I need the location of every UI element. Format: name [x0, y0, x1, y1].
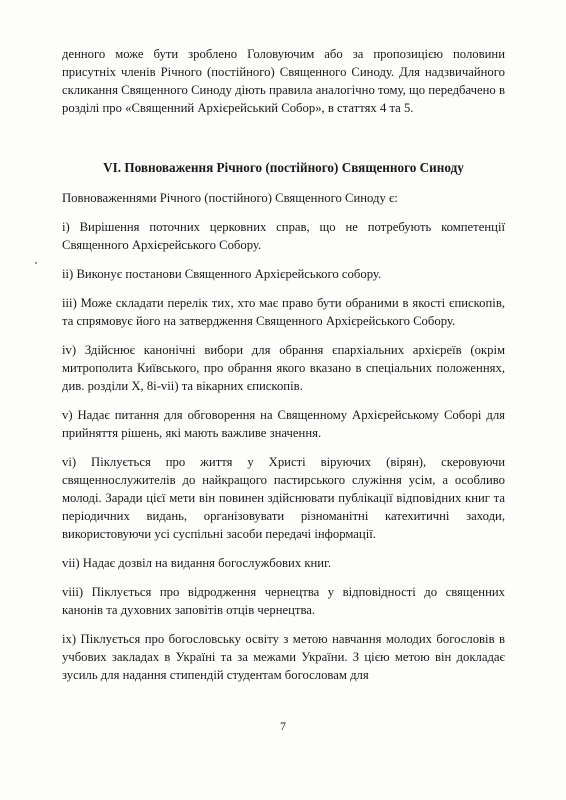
- margin-speck: [35, 262, 37, 264]
- list-item-iii: iii) Може складати перелік тих, хто має право бути обраними в якості єпископів, та спрямовує його на затвердження Священного Архієрейського Собору.: [62, 296, 505, 328]
- intro-paragraph: денного може бути зроблено Головуючим або за пропозицією половини присутніх членів Річного (постійного) Священного Синоду. Для надзвичайного скликання Священного Синоду діють правила аналогічно тому, що передбачено в розділі про «Священний Архієрейський Собор», в статтях 4 та 5.: [62, 47, 505, 115]
- list-item-vii: vii) Надає дозвіл на видання богослужбових книг.: [62, 556, 332, 570]
- list-item-iv: iv) Здійснює канонічні вибори для обрання єпархіальних архієреїв (окрім митрополита Київського, про обрання якого вказано в спеціальних положеннях, див. розділи Х, 8і-vii) та вікарних єпископів.: [62, 343, 505, 393]
- lead-paragraph: Повноваженнями Річного (постійного) Священного Синоду є:: [62, 191, 398, 205]
- list-item-viii: viii) Піклується про відродження чернецтва у відповідності до священних канонів та духовних заповітів отців чернецтва.: [62, 585, 505, 617]
- page-number: 7: [280, 719, 286, 733]
- list-item-ii: ii) Виконує постанови Священного Архієрейського собору.: [62, 267, 382, 281]
- list-item-vi: vi) Піклується про життя у Христі віруючих (вірян), скеровуючи священнослужителів до найкращого пастирського служіння усім, а особливо молоді. Заради цієї мети він повинен здійснювати публікації відповідних книг та періодичних видань, організовувати різноманітні катехитичні заходи, використовуючи усі суспільні засоби передачі інформації.: [62, 455, 505, 541]
- list-item-v: v) Надає питання для обговорення на Священному Архієрейському Соборі для прийняття рішень, які мають важливе значення.: [62, 408, 505, 440]
- section-title: VI. Повноваження Річного (постійного) Священного Синоду: [103, 160, 464, 175]
- document-body: [62, 45, 505, 695]
- list-item-i: і) Вирішення поточних церковних справ, що не потребують компетенції Священного Архієрейського Собору.: [62, 220, 505, 252]
- list-item-ix: ix) Піклується про богословську освіту з метою навчання молодих богословів в учбових закладах в Україні та за межами України. З цією метою він докладає зусиль для надання стипендій студентам богословам для: [62, 632, 505, 682]
